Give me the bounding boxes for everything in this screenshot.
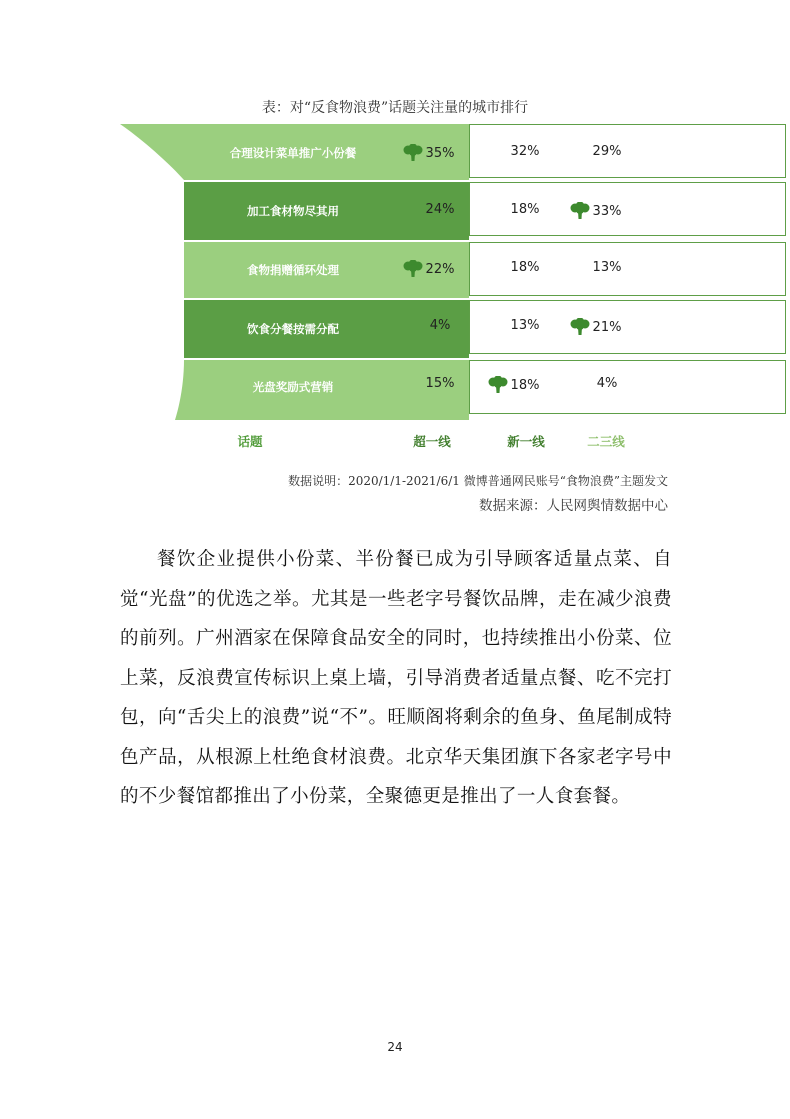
- cell-value: 4%: [596, 376, 618, 391]
- topic-label: 光盘奖励式营销: [252, 380, 334, 394]
- topic-label: 加工食材物尽其用: [247, 204, 339, 218]
- topic-label: 食物捐赠循环处理: [247, 263, 339, 277]
- table-cell: [560, 318, 630, 336]
- cell-value: 18%: [510, 260, 540, 275]
- broccoli-icon: [402, 144, 424, 162]
- column-header-new-tier1: 新一线: [507, 434, 545, 449]
- table-cell: [405, 318, 475, 333]
- broccoli-icon: [402, 260, 424, 278]
- topic-label: 合理设计菜单推广小份餐: [229, 146, 357, 160]
- cell-value: 35%: [425, 145, 455, 161]
- table-cell: [572, 260, 642, 275]
- table-cell: [490, 260, 560, 275]
- data-note: 数据说明：2020/1/1-2021/6/1 微博普通网民账号“食物浪费”主题发文: [288, 474, 668, 488]
- table-cell: [405, 376, 475, 391]
- cell-value: 33%: [592, 203, 622, 219]
- broccoli-icon: [569, 202, 591, 220]
- table-cell: [490, 202, 560, 217]
- cell-value: 4%: [429, 318, 451, 333]
- table-cell: [478, 376, 548, 394]
- body-paragraph: [120, 540, 672, 817]
- cell-value: 15%: [425, 376, 455, 391]
- table-cell: [405, 202, 475, 217]
- broccoli-icon: [569, 318, 591, 336]
- cell-value: 29%: [592, 144, 622, 159]
- cell-value: 22%: [425, 261, 455, 277]
- cell-value: 13%: [592, 260, 622, 275]
- paragraph-text: 餐饮企业提供小份菜、半份餐已成为引导顾客适量点菜、自觉“光盘”的优选之举。尤其是一些老字号餐饮品牌，走在减少浪费的前列。广州酒家在保障食品安全的同时，也持续推出小份菜、位上菜，反浪费宣传标识上桌上墙，引导消费者适量点餐、吃不完打包，向“舌尖上的浪费”说“不”。旺顺阁将剩余的鱼身、鱼尾制成特色产品，从根源上杜绝食材浪费。北京华天集团旗下各家老字号中的不少餐馆都推出了小份菜，全聚德更是推出了一人食套餐。: [120, 549, 672, 807]
- data-source: 数据来源：人民网舆情数据中心: [479, 498, 668, 514]
- cell-value: 32%: [510, 144, 540, 159]
- topic-label: 饮食分餐按需分配: [247, 322, 339, 336]
- cell-value: 18%: [510, 377, 540, 393]
- table-cell: [572, 376, 642, 391]
- cell-value: 18%: [510, 202, 540, 217]
- table-cell: [393, 260, 463, 278]
- cell-value: 13%: [510, 318, 540, 333]
- table-cell: [490, 144, 560, 159]
- table-caption: 表：对“反食物浪费”话题关注量的城市排行: [261, 100, 529, 116]
- table-cell: [490, 318, 560, 333]
- table-cell: [560, 202, 630, 220]
- column-header-topic: 话题: [237, 434, 263, 449]
- cell-value: 21%: [592, 319, 622, 335]
- cell-value: 24%: [425, 202, 455, 217]
- column-header-tier1: 超一线: [413, 434, 451, 449]
- topic-ranking-table: [120, 124, 668, 454]
- table-cell: [572, 144, 642, 159]
- page-number: 24: [387, 1040, 403, 1054]
- column-header-tier2-3: 二三线: [587, 434, 625, 449]
- broccoli-icon: [487, 376, 509, 394]
- table-cell: [393, 144, 463, 162]
